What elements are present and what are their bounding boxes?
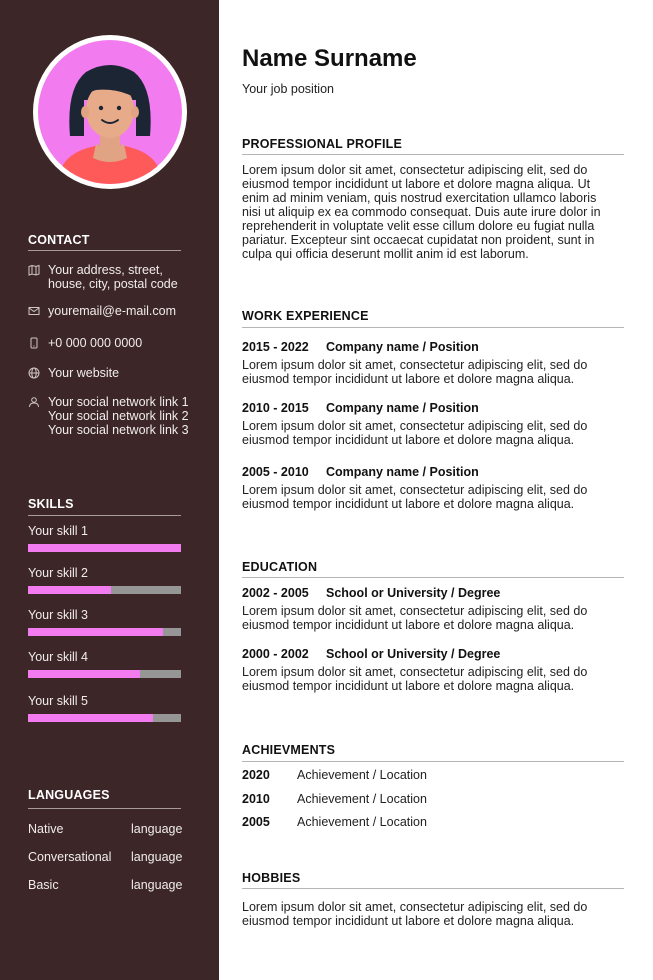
text-line: Lorem ipsum dolor sit amet, consectetur adipiscing elit, sed do [242,604,588,618]
text-line: eiusmod tempor incididunt ut labore et dolore magna aliqua. [242,372,575,386]
skill-bar-fill [28,670,140,678]
text-line: Lorem ipsum dolor sit amet, consectetur adipiscing elit, sed do [242,483,588,497]
achievement-year: 2020 [242,768,270,782]
text-line: Lorem ipsum dolor sit amet, consectetur adipiscing elit, sed do [242,419,588,433]
entry-title: Company name / Position [326,401,479,415]
skill-label: Your skill 4 [28,650,88,664]
skill-bar-fill [28,544,181,552]
entry-years: 2010 - 2015 [242,401,309,415]
contact-social [28,395,189,437]
work-entry-text [242,483,630,511]
contact-address-line: Your address, street, [48,263,163,277]
achievement-row [242,815,427,829]
text-line: nisi ut aliquip ex ea commodo consequat. Duis aute irure dolor in [242,205,601,219]
divider [242,154,624,155]
entry-title: Company name / Position [326,465,479,479]
work-entry-heading [242,340,479,354]
skill-bar [28,628,181,636]
text-line: Lorem ipsum dolor sit amet, consectetur adipiscing elit, sed do [242,665,588,679]
divider [28,808,181,809]
divider [242,327,624,328]
entry-years: 2015 - 2022 [242,340,309,354]
work-heading: WORK EXPERIENCE [242,309,369,323]
profile-text [242,163,630,261]
entry-years: 2005 - 2010 [242,465,309,479]
text-line: reprehenderit in voluptate velit esse cillum dolore eu fugiat nulla [242,219,595,233]
achievement-year: 2010 [242,792,270,806]
language-level: Native [28,822,64,836]
text-line: eiusmod tempor incididunt ut labore et dolore magna aliqua. [242,618,575,632]
languages-heading: LANGUAGES [28,788,110,802]
phone-icon [28,337,40,349]
contact-email-text[interactable]: youremail@e-mail.com [48,304,176,318]
skill-bar-fill [28,714,153,722]
education-entry-heading [242,586,500,600]
envelope-icon [28,305,40,317]
text-line: enim ad minim veniam, quis nostrud exercitation ullamco laboris [242,191,597,205]
language-level: Basic [28,878,59,892]
social-link[interactable]: Your social network link 1 [48,395,189,409]
skill-label: Your skill 5 [28,694,88,708]
education-entry-text [242,665,630,693]
language-name: language [131,850,183,864]
skill-label: Your skill 3 [28,608,88,622]
skill-bar [28,586,181,594]
text-line: Lorem ipsum dolor sit amet, consectetur adipiscing elit, sed do [242,163,588,177]
hobbies-text [242,900,630,928]
hobbies-heading: HOBBIES [242,871,301,885]
language-name: language [131,822,183,836]
skill-bar [28,714,181,722]
achievements-heading: ACHIEVMENTS [242,743,336,757]
achievement-row [242,792,427,806]
contact-phone-text: +0 000 000 0000 [48,336,143,350]
text-line: pariatur. Excepteur sint occaecat cupidatat non proident, sunt in [242,233,595,247]
contact-website-text[interactable]: Your website [48,366,120,380]
work-entry-heading [242,401,479,415]
text-line: Lorem ipsum dolor sit amet, consectetur adipiscing elit, sed do [242,900,588,914]
achievement-row [242,768,427,782]
profile-heading: PROFESSIONAL PROFILE [242,137,403,151]
user-icon [28,396,40,408]
skill-label: Your skill 2 [28,566,88,580]
entry-title: School or University / Degree [326,647,501,661]
achievement-text: Achievement / Location [297,792,427,806]
text-line: eiusmod tempor incididunt ut labore et dolore magna aliqua. [242,433,575,447]
sidebar [0,0,219,980]
contact-address [28,263,178,291]
text-line: eiusmod tempor incididunt ut labore et dolore magna aliqua. [242,497,575,511]
work-entry-heading [242,465,479,479]
skill-label: Your skill 1 [28,524,88,538]
text-line: eiusmod tempor incididunt ut labore et dolore magna aliqua. [242,679,575,693]
work-entry-text [242,419,630,447]
text-line: eiusmod tempor incididunt ut labore et dolore magna aliqua. Ut [242,177,591,191]
entry-years: 2000 - 2002 [242,647,309,661]
work-entry-text [242,358,630,386]
avatar [33,35,187,189]
divider [242,761,624,762]
skill-bar-fill [28,586,111,594]
achievement-text: Achievement / Location [297,768,427,782]
divider [242,888,624,889]
job-position: Your job position [242,82,334,96]
entry-years: 2002 - 2005 [242,586,309,600]
achievement-text: Achievement / Location [297,815,427,829]
divider [28,515,181,516]
education-entry-text [242,604,630,632]
divider [242,577,624,578]
divider [28,250,181,251]
education-entry-heading [242,647,500,661]
text-line: Lorem ipsum dolor sit amet, consectetur adipiscing elit, sed do [242,358,588,372]
achievement-year: 2005 [242,815,270,829]
contact-address-line: house, city, postal code [48,277,178,291]
education-heading: EDUCATION [242,560,318,574]
skills-heading: SKILLS [28,497,74,511]
language-name: language [131,878,183,892]
skill-bar-fill [28,628,163,636]
social-link[interactable]: Your social network link 3 [48,423,189,437]
contact-phone [28,336,142,350]
skill-bar [28,670,181,678]
globe-icon [28,367,40,379]
contact-email[interactable] [28,304,176,318]
skill-bar [28,544,181,552]
contact-heading: CONTACT [28,233,90,247]
language-level: Conversational [28,850,112,864]
entry-title: School or University / Degree [326,586,501,600]
text-line: eiusmod tempor incididunt ut labore et dolore magna aliqua. [242,914,575,928]
map-icon [28,264,40,276]
social-link[interactable]: Your social network link 2 [48,409,189,423]
avatar-illustration [38,40,182,184]
entry-title: Company name / Position [326,340,479,354]
candidate-name: Name Surname [242,45,417,72]
text-line: culpa qui officia deserunt mollit anim id est laborum. [242,247,529,261]
contact-website[interactable] [28,366,119,380]
